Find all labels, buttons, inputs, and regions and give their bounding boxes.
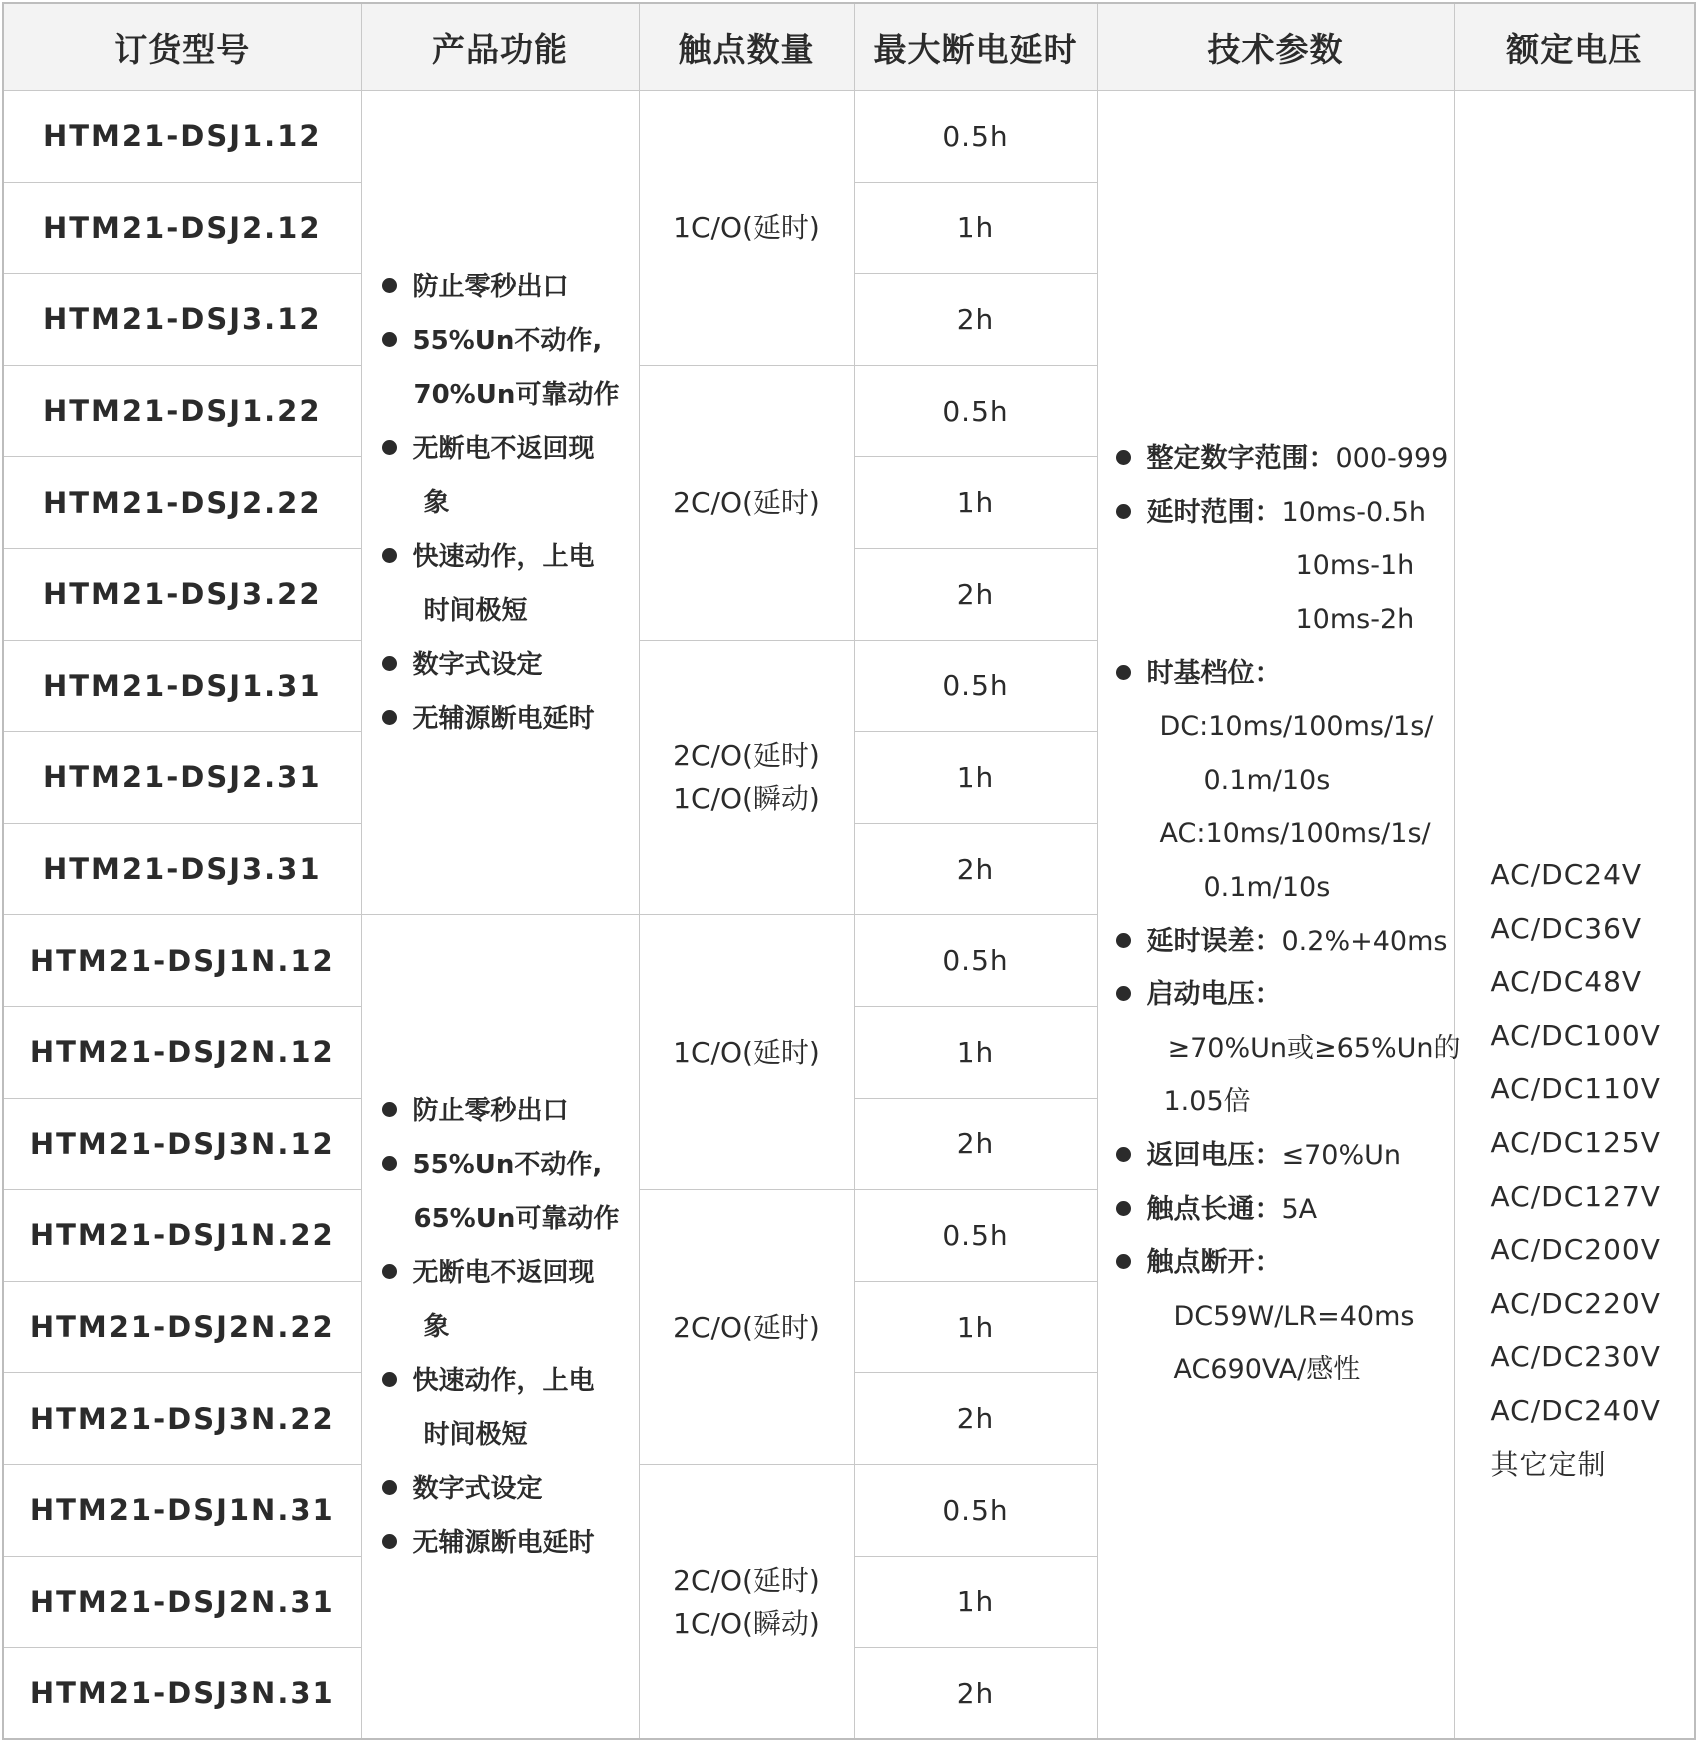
bullet-icon bbox=[382, 1264, 397, 1279]
contacts-cell: 2C/O(延时) bbox=[639, 1190, 854, 1465]
model-cell: HTM21-DSJ1.22 bbox=[3, 365, 361, 457]
bullet-icon bbox=[382, 656, 397, 671]
header-function: 产品功能 bbox=[361, 3, 639, 91]
feature-item: 防止零秒出口 bbox=[382, 1084, 639, 1138]
delay-cell: 0.5h bbox=[854, 1464, 1097, 1556]
function-cell-group-a bbox=[361, 91, 639, 915]
tech-return-voltage: 返回电压：≤70%Un bbox=[1116, 1129, 1454, 1183]
header-tech-params: 技术参数 bbox=[1097, 3, 1454, 91]
voltage-item: 其它定制 bbox=[1490, 1447, 1607, 1481]
feature-item: 55%Un不动作, 65%Un可靠动作 bbox=[382, 1138, 639, 1246]
voltage-item: AC/DC24V bbox=[1490, 858, 1643, 892]
delay-cell: 1h bbox=[854, 1556, 1097, 1648]
voltage-item: AC/DC200V bbox=[1490, 1233, 1661, 1267]
feature-item: 数字式设定 bbox=[382, 1462, 639, 1516]
bullet-icon bbox=[1116, 986, 1131, 1001]
bullet-icon bbox=[382, 548, 397, 563]
model-cell: HTM21-DSJ3.22 bbox=[3, 548, 361, 640]
voltage-item: AC/DC125V bbox=[1490, 1126, 1661, 1159]
bullet-icon bbox=[382, 1102, 397, 1117]
delay-cell: 1h bbox=[854, 1281, 1097, 1373]
model-cell: HTM21-DSJ1N.31 bbox=[3, 1464, 361, 1556]
tech-start-voltage: 启动电压： bbox=[1116, 968, 1454, 1022]
tech-timebase: 时基档位： bbox=[1116, 647, 1454, 701]
bullet-icon bbox=[382, 1534, 397, 1549]
feature-item: 无辅源断电延时 bbox=[382, 1516, 639, 1570]
product-spec-table bbox=[2, 2, 1696, 1740]
tech-start-voltage-value-2: 1.05倍 bbox=[1163, 1086, 1251, 1118]
delay-cell: 2h bbox=[854, 1373, 1097, 1465]
delay-cell: 0.5h bbox=[854, 915, 1097, 1007]
voltage-item: AC/DC100V bbox=[1490, 1018, 1661, 1052]
voltage-item: AC/DC36V bbox=[1490, 911, 1643, 945]
bullet-icon bbox=[1116, 1201, 1131, 1216]
model-cell: HTM21-DSJ3.12 bbox=[3, 274, 361, 366]
function-cell-group-b bbox=[361, 915, 639, 1739]
contacts-cell: 1C/O(延时) bbox=[639, 91, 854, 366]
model-cell: HTM21-DSJ1N.12 bbox=[3, 915, 361, 1007]
model-cell: HTM21-DSJ3.31 bbox=[3, 823, 361, 915]
contacts-cell: 2C/O(延时) 1C/O(瞬动) bbox=[639, 1464, 854, 1739]
tech-contact-break-dc: DC59W/LR=40ms bbox=[1173, 1300, 1415, 1332]
header-row bbox=[3, 3, 1695, 91]
bullet-icon bbox=[382, 332, 397, 347]
tech-contact-break: 触点断开： bbox=[1116, 1236, 1454, 1290]
tech-timebase-ac-2: 0.1m/10s bbox=[1203, 872, 1331, 903]
model-cell: HTM21-DSJ3N.31 bbox=[3, 1648, 361, 1740]
delay-cell: 1h bbox=[854, 457, 1097, 549]
delay-cell: 2h bbox=[854, 1098, 1097, 1190]
model-cell: HTM21-DSJ2N.12 bbox=[3, 1006, 361, 1098]
table-row bbox=[3, 91, 1695, 183]
model-cell: HTM21-DSJ2N.31 bbox=[3, 1556, 361, 1648]
header-model: 订货型号 bbox=[3, 3, 361, 91]
feature-item: 快速动作，上电 时间极短 bbox=[382, 530, 639, 638]
header-max-delay: 最大断电延时 bbox=[854, 3, 1097, 91]
bullet-icon bbox=[1116, 665, 1131, 680]
tech-contact-current: 触点长通：5A bbox=[1116, 1183, 1454, 1237]
feature-item: 无辅源断电延时 bbox=[382, 692, 639, 746]
bullet-icon bbox=[382, 1156, 397, 1171]
feature-item: 无断电不返回现 象 bbox=[382, 422, 639, 530]
feature-item: 无断电不返回现 象 bbox=[382, 1246, 639, 1354]
model-cell: HTM21-DSJ1N.22 bbox=[3, 1190, 361, 1282]
tech-delay-error: 延时误差：0.2%+40ms bbox=[1116, 915, 1454, 969]
header-rated-voltage: 额定电压 bbox=[1454, 3, 1695, 91]
voltage-item: AC/DC48V bbox=[1490, 965, 1643, 999]
header-contacts: 触点数量 bbox=[639, 3, 854, 91]
delay-cell: 1h bbox=[854, 732, 1097, 824]
contacts-cell: 2C/O(延时) bbox=[639, 365, 854, 640]
tech-contact-break-ac: AC690VA/感性 bbox=[1173, 1354, 1361, 1386]
delay-cell: 0.5h bbox=[854, 640, 1097, 732]
model-cell: HTM21-DSJ2N.22 bbox=[3, 1281, 361, 1373]
delay-cell: 1h bbox=[854, 182, 1097, 274]
delay-cell: 2h bbox=[854, 548, 1097, 640]
tech-timebase-dc: DC:10ms/100ms/1s/ bbox=[1159, 711, 1434, 743]
model-cell: HTM21-DSJ2.12 bbox=[3, 182, 361, 274]
delay-cell: 1h bbox=[854, 1006, 1097, 1098]
delay-cell: 2h bbox=[854, 823, 1097, 915]
model-cell: HTM21-DSJ2.31 bbox=[3, 732, 361, 824]
contacts-cell: 2C/O(延时) 1C/O(瞬动) bbox=[639, 640, 854, 915]
bullet-icon bbox=[1116, 450, 1131, 465]
model-cell: HTM21-DSJ3N.22 bbox=[3, 1373, 361, 1465]
bullet-icon bbox=[382, 278, 397, 293]
feature-item: 快速动作，上电 时间极短 bbox=[382, 1354, 639, 1462]
model-cell: HTM21-DSJ3N.12 bbox=[3, 1098, 361, 1190]
bullet-icon bbox=[1116, 1254, 1131, 1269]
voltage-item: AC/DC240V bbox=[1490, 1393, 1661, 1427]
feature-item: 数字式设定 bbox=[382, 638, 639, 692]
delay-cell: 2h bbox=[854, 1648, 1097, 1740]
delay-cell: 2h bbox=[854, 274, 1097, 366]
feature-item: 防止零秒出口 bbox=[382, 260, 639, 314]
voltage-item: AC/DC110V bbox=[1490, 1072, 1661, 1106]
tech-delay-range: 延时范围：10ms-0.5h bbox=[1116, 486, 1454, 540]
tech-timebase-dc-2: 0.1m/10s bbox=[1203, 764, 1331, 796]
bullet-icon bbox=[382, 1372, 397, 1387]
contacts-cell: 1C/O(延时) bbox=[639, 915, 854, 1190]
model-cell: HTM21-DSJ1.31 bbox=[3, 640, 361, 732]
model-cell: HTM21-DSJ2.22 bbox=[3, 457, 361, 549]
model-cell: HTM21-DSJ1.12 bbox=[3, 91, 361, 183]
tech-timebase-ac: AC:10ms/100ms/1s/ bbox=[1159, 818, 1431, 850]
feature-item: 55%Un不动作, 70%Un可靠动作 bbox=[382, 314, 639, 422]
tech-delay-range-3: 10ms-2h bbox=[1295, 604, 1415, 636]
tech-params-cell bbox=[1097, 91, 1461, 1740]
delay-cell: 0.5h bbox=[854, 1190, 1097, 1282]
bullet-icon bbox=[382, 1480, 397, 1495]
delay-cell: 0.5h bbox=[854, 365, 1097, 457]
bullet-icon bbox=[1116, 504, 1131, 519]
voltage-item: AC/DC230V bbox=[1490, 1340, 1661, 1374]
bullet-icon bbox=[1116, 1147, 1131, 1162]
tech-delay-range-2: 10ms-1h bbox=[1295, 550, 1415, 582]
bullet-icon bbox=[1116, 933, 1131, 948]
delay-cell: 0.5h bbox=[854, 91, 1097, 183]
voltage-item: AC/DC127V bbox=[1490, 1179, 1661, 1213]
voltage-item: AC/DC220V bbox=[1490, 1286, 1661, 1320]
tech-start-voltage-value: ≥70%Un或≥65%Un的 bbox=[1167, 1032, 1461, 1064]
rated-voltage-cell bbox=[1454, 91, 1695, 1740]
tech-range: 整定数字范围：000-999 bbox=[1116, 432, 1454, 486]
bullet-icon bbox=[382, 710, 397, 725]
bullet-icon bbox=[382, 440, 397, 455]
